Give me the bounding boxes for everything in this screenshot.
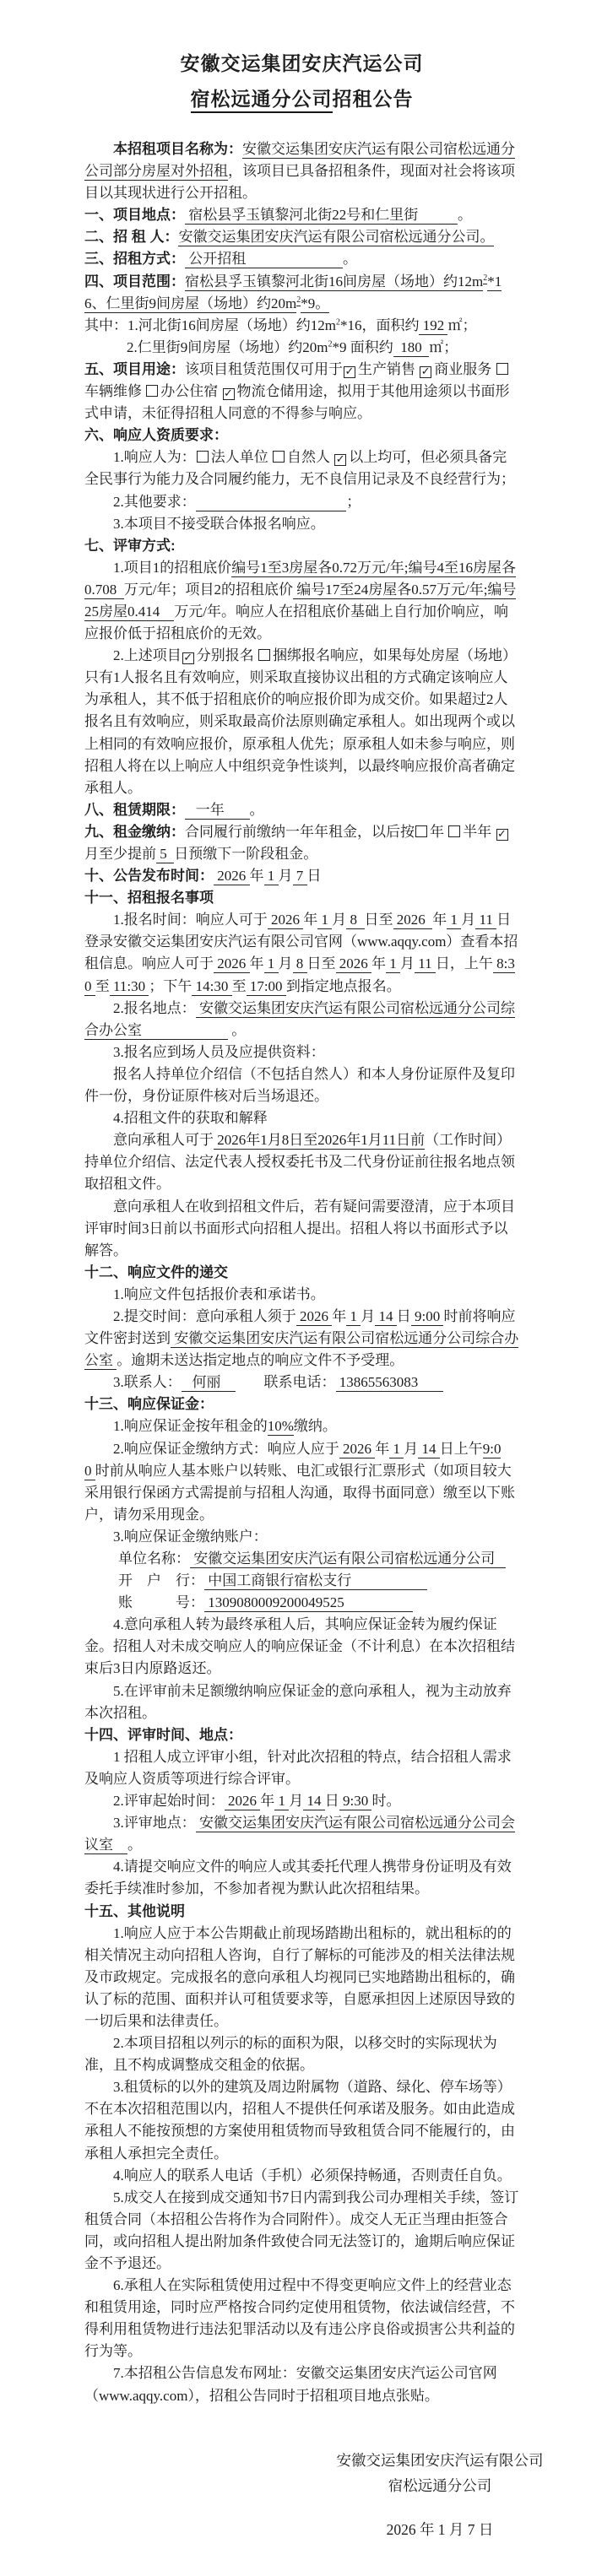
text-segment: 法人单位 bbox=[210, 449, 272, 466]
filled-blank-text: 安徽交运集团安庆汽运有限公司宿松远通分公司部分房屋对外招租 bbox=[84, 141, 515, 180]
paragraph bbox=[84, 1790, 519, 1812]
paragraph bbox=[84, 2032, 519, 2076]
filled-blank-text: 2026 bbox=[214, 868, 250, 885]
paragraph bbox=[84, 248, 519, 270]
text-segment: 日上午 bbox=[439, 1440, 483, 1457]
text-segment: 2 bbox=[335, 317, 340, 327]
text-segment: 2.报名地点： bbox=[113, 999, 196, 1016]
filled-blank-text: 11 bbox=[475, 912, 497, 928]
text-segment: 月 bbox=[461, 912, 476, 928]
text-segment: 其中：1.河北街16间房屋（场地）约12m bbox=[84, 317, 336, 333]
signature-date: 2026 年 1 月 7 日 bbox=[386, 2520, 494, 2538]
text-segment: 3.报名应到场人员及应提供资料： bbox=[113, 1043, 325, 1060]
paragraph bbox=[84, 1129, 519, 1195]
text-segment: 2.响应保证金缴纳方式：响应人应于 bbox=[113, 1440, 339, 1457]
text-segment: 合同履行前缴纳一年年租金，以后按 bbox=[185, 823, 415, 840]
filled-blank-text: 编号17至24房屋各0.57万元/年;编号25房屋0.414 bbox=[84, 581, 517, 620]
filled-blank-text: 8 bbox=[292, 955, 307, 972]
text-segment: 年 bbox=[249, 955, 264, 972]
filled-blank-text: 14 bbox=[375, 1307, 397, 1324]
text-segment: 单位名称： bbox=[118, 1550, 190, 1567]
text-segment: ㎡； bbox=[429, 338, 458, 355]
text-segment: 年 bbox=[430, 823, 448, 840]
text-segment: 3.本项目不接受联合体报名响应。 bbox=[113, 515, 325, 532]
filled-blank-text: 7 bbox=[292, 868, 307, 885]
paragraph bbox=[84, 271, 519, 315]
text-segment: 十五、其他说明 bbox=[84, 1902, 185, 1919]
text-segment: 2.仁里街9间房屋（场地）约20m bbox=[127, 338, 328, 355]
checkbox-unchecked-icon bbox=[415, 825, 427, 837]
text-segment: 2.提交时间：意向承租人须于 bbox=[113, 1307, 296, 1324]
text-segment: 日 bbox=[324, 1793, 339, 1810]
signature-block bbox=[285, 2448, 591, 2542]
paragraph bbox=[84, 226, 519, 248]
text-segment: 月 bbox=[361, 1307, 376, 1324]
filled-blank-text: 10% bbox=[267, 1418, 294, 1435]
checkbox-checked-icon: ✓ bbox=[335, 453, 345, 467]
checkbox-unchecked-icon bbox=[197, 451, 209, 463]
text-segment: 年 bbox=[375, 1440, 390, 1457]
filled-blank-text: 1 bbox=[263, 955, 279, 972]
filled-blank-text: 2026年1月8日至2026年1月11日前 bbox=[214, 1132, 426, 1149]
filled-blank-text: 一年 bbox=[185, 801, 250, 818]
text-segment: 月 bbox=[289, 1793, 304, 1810]
text-segment: 日 bbox=[396, 1307, 411, 1324]
paragraph bbox=[84, 2076, 519, 2164]
filled-blank-text: 9:30 bbox=[339, 1793, 372, 1810]
filled-blank-text: 1309080009200049525 bbox=[204, 1594, 344, 1611]
text-segment: 本招租项目名称为： bbox=[113, 141, 242, 157]
filled-blank-text: 安徽交运集团安庆汽运有限公司宿松远通分公司综合办公室 bbox=[84, 1330, 519, 1369]
filled-blank-text bbox=[117, 582, 124, 599]
text-segment: 十、公告发布时间： bbox=[84, 868, 214, 885]
filled-blank-text: 2026 bbox=[224, 1793, 261, 1810]
text-segment: 十一、招租报名事项 bbox=[84, 890, 214, 906]
filled-blank-text: *16、仁里街9间房屋（场地）约20m bbox=[84, 273, 502, 311]
paragraph bbox=[84, 1284, 519, 1306]
filled-blank-text: 180 bbox=[393, 338, 430, 355]
text-segment: 缴纳。 bbox=[293, 1418, 337, 1435]
text-segment: 日至 bbox=[364, 912, 393, 928]
document-body bbox=[84, 138, 519, 2407]
text-segment: 月 bbox=[278, 868, 293, 885]
paragraph bbox=[84, 645, 519, 799]
filled-blank-text: 11:30 bbox=[109, 977, 149, 994]
paragraph bbox=[84, 2362, 519, 2406]
filled-blank-text: 宿松县孚玉镇黎河北街22号和仁里街 bbox=[185, 207, 419, 224]
filled-blank-text: 1 bbox=[263, 868, 279, 885]
text-segment: 四、项目范围： bbox=[84, 273, 185, 290]
paragraph bbox=[84, 909, 519, 997]
text-segment: 5.成交人在接到成交通知书7日内需到我公司办理相关手续，签订租赁合同（本招租公告将作为合同附件）。成交人无正当理由拒签合同，或向招租人提出附加条件致使合同无法签订的，逾期后响应保证金不予退还。 bbox=[84, 2189, 519, 2271]
paragraph bbox=[84, 2275, 519, 2362]
text-segment: 年 bbox=[249, 868, 264, 885]
filled-blank-text: 2026 bbox=[339, 1440, 376, 1457]
paragraph bbox=[84, 557, 519, 645]
text-segment: 月至少提前 bbox=[84, 846, 156, 862]
text-segment: 。逾期未送达指定地点的响应文件不予受理。 bbox=[117, 1352, 404, 1369]
text-segment: 。 bbox=[343, 251, 357, 268]
text-segment: 物流仓储用途，拟用于其他用途须以书面形式申请，未征得招租人同意的不得参与响应。 bbox=[84, 383, 510, 422]
checkbox-unchecked-icon bbox=[146, 385, 158, 397]
title-line2-rest-text: 招租公告 bbox=[332, 88, 414, 110]
title-line2-underlined-text: 宿松远通分公司 bbox=[191, 88, 333, 113]
filled-blank-text: 2026 bbox=[214, 955, 250, 972]
text-segment: 月 bbox=[400, 955, 415, 972]
paragraph bbox=[84, 1923, 519, 2032]
text-segment: 4.响应人的联系人电话（手机）必须保持畅通，否则责任自负。 bbox=[113, 2167, 512, 2184]
checkbox-checked-icon: ✓ bbox=[420, 365, 431, 378]
text-segment: *16，面积约 bbox=[339, 317, 420, 333]
filled-blank-text: 192 bbox=[419, 317, 448, 333]
text-segment: 2.上述项目 bbox=[113, 647, 182, 664]
paragraph bbox=[84, 315, 519, 337]
text-segment: 五、项目用途： bbox=[84, 360, 185, 377]
paragraph bbox=[84, 1372, 519, 1394]
paragraph bbox=[84, 491, 519, 513]
text-segment: 六、响应人资质要求： bbox=[84, 427, 228, 444]
text-segment: 4.意向承租人转为最终承租人后，其响应保证金转为履约保证金。招租人对未成交响应人的响应保证金（不计利息）在本次招租结束后3日内原路返还。 bbox=[84, 1616, 515, 1677]
paragraph bbox=[84, 799, 519, 821]
filled-blank-text: 1 bbox=[389, 1440, 404, 1457]
text-segment: ，该项目已具备招租条件，现面对社会将该项目以其现状进行公开招租。 bbox=[84, 163, 515, 202]
text-segment: 九、租金缴纳： bbox=[84, 823, 185, 840]
paragraph bbox=[84, 1746, 519, 1790]
paragraph bbox=[84, 1196, 519, 1262]
text-segment: 万元/年；项目2的招租底价 bbox=[123, 581, 293, 598]
paragraph bbox=[84, 1107, 519, 1129]
text-segment: 七、评审方式: bbox=[84, 537, 176, 554]
text-segment: 到指定地点报名。 bbox=[285, 977, 401, 994]
text-segment: 半年 bbox=[463, 823, 496, 840]
text-segment: 5.在评审前未足额缴纳响应保证金的意向承租人，视为主动放弃本次招租。 bbox=[84, 1682, 512, 1721]
text-segment: 1.响应文件包括报价表和承诺书。 bbox=[113, 1285, 325, 1302]
filled-blank-text bbox=[160, 603, 174, 621]
paragraph bbox=[84, 1526, 519, 1548]
checkbox-checked-icon: ✓ bbox=[183, 652, 193, 665]
filled-blank-text: 安徽交运集团安庆汽运有限公司宿松远通分公司。 bbox=[178, 229, 495, 246]
paragraph bbox=[84, 2165, 519, 2187]
text-segment: 年 bbox=[303, 912, 318, 928]
paragraph bbox=[84, 1063, 519, 1107]
text-segment: 年 bbox=[332, 1307, 347, 1324]
paragraph bbox=[84, 446, 519, 490]
text-segment: （工作时间）持单位介绍信、法定代表人授权委托书及二代身份证前往报名地点领取招租文件。 bbox=[84, 1132, 515, 1193]
text-segment: 自然人 bbox=[287, 449, 334, 466]
paragraph bbox=[84, 1415, 519, 1437]
text-segment: 1 招租人成立评审小组，针对此次招租的特点，结合招租人需求及响应人资质等项进行综合评审。 bbox=[84, 1748, 512, 1787]
filled-blank-text bbox=[418, 207, 458, 225]
filled-blank-text: 8:30 bbox=[84, 955, 515, 994]
paragraph bbox=[84, 1614, 519, 1680]
checkbox-unchecked-icon bbox=[448, 825, 460, 837]
filled-blank-text: 1 bbox=[346, 1307, 361, 1324]
document-title-line2 bbox=[84, 81, 519, 116]
paragraph bbox=[84, 513, 519, 535]
filled-blank-text: 中国工商银行宿松支行 bbox=[204, 1572, 352, 1589]
filled-blank-text: 5 bbox=[156, 846, 175, 862]
text-segment: *9 面积约 bbox=[332, 338, 393, 355]
text-segment: 1.响应保证金按年租金的 bbox=[113, 1418, 268, 1435]
filled-blank-text: 14 bbox=[418, 1440, 440, 1457]
document-title-line1 bbox=[84, 46, 519, 81]
text-segment: 办公住宿 bbox=[160, 383, 222, 400]
filled-blank-text: 公开招租 bbox=[185, 251, 247, 268]
filled-blank-text: 9:00 bbox=[410, 1307, 444, 1324]
paragraph bbox=[84, 1548, 519, 1570]
text-segment: 意向承租人在收到招租文件后，若有疑问需要澄清，应于本项目评审时间3日前以书面形式向招租人提出。招租人将以书面形式予以解答。 bbox=[84, 1198, 515, 1258]
text-segment: 以上均可，但必须具备完全民事行为能力及合同履约能力，无不良信用记录及不良经营行为； bbox=[84, 449, 515, 488]
text-segment: 3.响应保证金缴纳账户： bbox=[113, 1528, 268, 1545]
filled-blank-text bbox=[142, 1022, 228, 1040]
text-segment: 4.请提交响应文件的响应人或其委托代理人携带身份证明及有效委托手续准时参加，不参加者视为默认此次招租结果。 bbox=[84, 1859, 512, 1897]
filled-blank-text: 14:30 bbox=[192, 977, 232, 994]
filled-blank-text: 14 bbox=[303, 1793, 325, 1810]
filled-blank-text bbox=[246, 251, 343, 268]
filled-blank-text: 编号1至3房屋各0.72万元/年;编号4至16房屋各0.708 bbox=[84, 559, 516, 598]
text-segment: 1.响应人应于本公告期截止前现场踏勘出租标的，就出租标的的相关情况主动向招租人咨询，自行了解标的可能涉及的相关法律法规及市政规定。完成报名的意向承租人均视同已实地踏勘出租标的，确认了标的范围、面积并认可租赁要求等，自愿承担因上述原因导致的一切后果和法律责任。 bbox=[84, 1924, 515, 2029]
text-segment: 月 bbox=[278, 955, 293, 972]
text-segment: 意向承租人可于 bbox=[113, 1132, 214, 1149]
filled-blank-text: 17:00 bbox=[246, 977, 286, 994]
paragraph bbox=[84, 2187, 519, 2275]
text-segment: 4.招租文件的获取和解释 bbox=[113, 1110, 268, 1127]
checkbox-unchecked-icon bbox=[496, 363, 508, 375]
filled-blank-text bbox=[196, 494, 347, 511]
text-segment: 该项目租赁范围仅可用于 bbox=[185, 360, 343, 377]
text-segment: 开 户 行： bbox=[118, 1572, 204, 1589]
paragraph bbox=[84, 535, 519, 557]
filled-blank-text: 9:00 bbox=[84, 1440, 502, 1479]
text-segment: 一、项目地点： bbox=[84, 207, 185, 224]
filled-blank-text: 8 bbox=[346, 912, 365, 928]
document-title bbox=[84, 46, 519, 116]
paragraph bbox=[84, 1262, 519, 1284]
text-segment: 日预缴下一阶段租金。 bbox=[174, 846, 318, 862]
text-segment: 2.其他要求： bbox=[113, 493, 196, 510]
text-segment: 日至 bbox=[306, 955, 336, 972]
filled-blank-text: 2 bbox=[296, 295, 301, 305]
filled-blank-text: 1 bbox=[447, 912, 462, 928]
checkbox-checked-icon: ✓ bbox=[344, 365, 355, 378]
text-segment: 月 bbox=[404, 1440, 419, 1457]
text-segment: 年 bbox=[432, 912, 447, 928]
text-segment: 日登录安徽交运集团安庆汽运有限公司官网（www.aqqy.com）查看本招租信息。响应人可于 bbox=[84, 912, 518, 972]
text-segment: 分别报名 bbox=[196, 647, 258, 664]
text-segment: 1.项目1的招租底价 bbox=[113, 559, 232, 576]
text-segment: 。 bbox=[249, 801, 264, 818]
text-segment: 十三、响应保证金： bbox=[84, 1396, 214, 1413]
filled-blank-text: 13865563083 bbox=[335, 1374, 443, 1391]
text-segment: 万元/年。响应人在招租底价基础上自行加价响应，响应报价低于招租底价的无效。 bbox=[84, 603, 508, 642]
text-segment: 1.报名时间：响应人可于 bbox=[113, 912, 268, 928]
text-segment: 3.联系人： bbox=[113, 1374, 182, 1391]
text-segment: 捆绑报名响应，如果每处房屋（场地）只有1人报名且有效响应，则采取直接协议出租的方式确定该响应人为承租人，其不低于招租底价的响应报价即为成交价。如果超过2人报名且有效响应，则采取最高价法原则确定承租人。如出现两个或以上相同的有效响应报价，原承租人优先；原承租人如未参与响应，则招租人将在以上响应人中组织竞争性谈判，以最终响应报价高者确定承租人。 bbox=[84, 647, 517, 796]
text-segment: 二、招 租 人： bbox=[84, 229, 179, 246]
paragraph bbox=[84, 1438, 519, 1526]
paragraph bbox=[84, 887, 519, 909]
filled-blank-text: 2026 bbox=[267, 912, 304, 928]
text-segment: 八、租赁期限： bbox=[84, 801, 185, 818]
filled-blank-text bbox=[351, 1572, 426, 1590]
text-segment: 年 bbox=[371, 955, 386, 972]
text-segment: 商业服务 bbox=[434, 360, 496, 377]
filled-blank-text: 安徽交运集团安庆汽运有限公司宿松远通分公司会议室 bbox=[84, 1815, 515, 1854]
text-segment: 2 bbox=[328, 339, 333, 349]
text-segment: 时前从响应人基本账户以转账、电汇或银行汇票形式（如项目较大采用银行保函方式需提前与招租人沟通，取得书面同意）缴至以下账户，请勿采用现金。 bbox=[84, 1462, 515, 1523]
text-segment: 时前将响应文件密封送到 bbox=[84, 1307, 516, 1347]
text-segment: 车辆维修 bbox=[84, 383, 146, 400]
filled-blank-text: 安徽交运集团安庆汽运有限公司宿松远通分公司综合办公室 bbox=[84, 999, 515, 1038]
paragraph bbox=[84, 138, 519, 204]
text-segment: ㎡； bbox=[447, 317, 477, 333]
paragraph bbox=[84, 1592, 519, 1614]
text-segment: 1.响应人为： bbox=[113, 449, 196, 466]
text-segment: 联系电话： bbox=[235, 1374, 336, 1391]
text-segment: 日，上午 bbox=[435, 955, 493, 972]
text-segment: 生产销售 bbox=[358, 360, 420, 377]
text-segment: ； bbox=[346, 493, 361, 510]
paragraph bbox=[84, 1042, 519, 1063]
filled-blank-text bbox=[344, 1594, 413, 1612]
filled-blank-text: 2 bbox=[483, 273, 488, 283]
paragraph bbox=[84, 1724, 519, 1746]
text-segment: 3.评审地点： bbox=[113, 1815, 196, 1832]
checkbox-unchecked-icon bbox=[273, 451, 285, 463]
text-segment: 月 bbox=[332, 912, 347, 928]
checkbox-checked-icon: ✓ bbox=[224, 387, 233, 401]
text-segment: 报名人持单位介绍信（不包括自然人）和本人身份证原件及复印件一份，身份证原件核对后当场退还。 bbox=[84, 1065, 515, 1105]
filled-blank-text: 2026 bbox=[393, 912, 433, 928]
text-segment: 账 号： bbox=[118, 1594, 204, 1611]
text-segment: 。 bbox=[127, 1837, 142, 1854]
paragraph bbox=[84, 1306, 519, 1372]
paragraph bbox=[84, 1856, 519, 1900]
paragraph bbox=[84, 998, 519, 1042]
text-segment: 至 bbox=[231, 977, 247, 994]
text-segment: 三、招租方式： bbox=[84, 251, 185, 268]
paragraph bbox=[84, 1680, 519, 1724]
text-segment: 2.本项目招租以列示的标的面积为限，以移交时的实际现状为准，且不构成调整成交租金的依据。 bbox=[84, 2035, 497, 2074]
signature-company-line2: 宿松远通分公司 bbox=[388, 2476, 492, 2494]
filled-blank-text: 宿松县孚玉镇黎河北街16间房屋（场地）约12m bbox=[185, 273, 484, 290]
filled-blank-text: 安徽交运集团安庆汽运有限公司宿松远通分公司 bbox=[190, 1550, 506, 1567]
paragraph bbox=[84, 359, 519, 425]
filled-blank-text: 1 bbox=[317, 912, 333, 928]
paragraph bbox=[84, 865, 519, 887]
text-segment: 至 bbox=[95, 977, 110, 994]
checkbox-checked-icon: ✓ bbox=[497, 827, 507, 841]
paragraph bbox=[84, 337, 519, 359]
text-segment: 时。 bbox=[371, 1793, 401, 1810]
paragraph bbox=[84, 1570, 519, 1592]
text-segment: 2.评审起始时间： bbox=[113, 1793, 225, 1810]
filled-blank-text: 何丽 bbox=[181, 1374, 236, 1391]
filled-blank-text: *9。 bbox=[301, 295, 330, 311]
paragraph bbox=[84, 1394, 519, 1415]
paragraph bbox=[84, 1901, 519, 1923]
signature-company-line1: 安徽交运集团安庆汽运有限公司 bbox=[336, 2451, 544, 2469]
text-segment: 十四、评审时间、地点： bbox=[84, 1726, 242, 1743]
filled-blank-text: 1 bbox=[274, 1793, 290, 1810]
paragraph bbox=[84, 1812, 519, 1856]
text-segment: 年 bbox=[260, 1793, 275, 1810]
filled-blank-text: 11 bbox=[415, 955, 436, 972]
text-segment: 。 bbox=[458, 207, 472, 224]
filled-blank-text: 2026 bbox=[296, 1307, 333, 1324]
text-segment: ；下午 bbox=[149, 977, 192, 994]
text-segment: 日 bbox=[306, 868, 322, 885]
text-segment: 3.租赁标的以外的建筑及周边附属物（道路、绿化、停车场等）不在本次招租范围以内，招租人不提供任何承诺及服务。如由此造成承租人不能按预想的方案使用租赁物而导致租赁合同不能履行的，由承租人承担完全责任。 bbox=[84, 2079, 515, 2162]
text-segment: 十二、响应文件的递交 bbox=[84, 1264, 228, 1280]
filled-blank-text: 2026 bbox=[335, 955, 371, 972]
text-segment: 7.本招租公告信息发布网址：安徽交运集团安庆汽运公司官网（www.aqqy.com），招租公告同时于招租项目地点张贴。 bbox=[84, 2365, 497, 2404]
text-segment: 。 bbox=[228, 1021, 247, 1038]
paragraph bbox=[84, 425, 519, 446]
paragraph bbox=[84, 821, 519, 865]
text-segment: 6.承租人在实际租赁使用过程中不得变更响应文件上的经营业态和租赁用途，同时应严格按合同约定使用租赁物，依法诚信经营，不得利用租赁物进行违法犯罪活动以及有违公序良俗或损害公共利益的行为等。 bbox=[84, 2277, 515, 2360]
paragraph bbox=[84, 204, 519, 226]
filled-blank-text: 1 bbox=[386, 955, 400, 972]
title-line1-text: 安徽交运集团安庆汽运公司 bbox=[180, 52, 424, 74]
checkbox-unchecked-icon bbox=[258, 649, 270, 661]
